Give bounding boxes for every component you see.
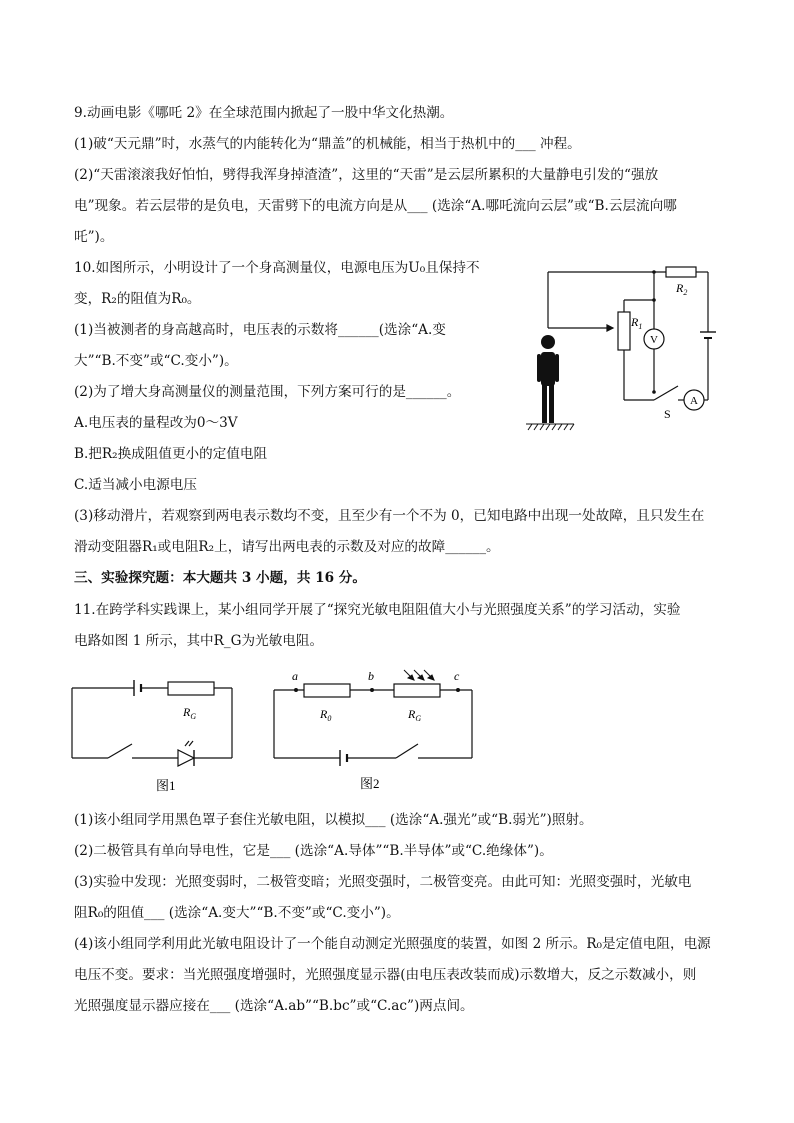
r0-label: $R_0$	[320, 707, 332, 723]
question-line: (2)为了增大身高测量仪的测量范围，下列方案可行的是______。	[74, 384, 461, 400]
label-c: c	[454, 669, 460, 683]
question-line: (3)实验中发现：光照变弱时，二极管变暗；光照变强时，二极管变亮。由此可知：光照变强时，光敏电	[74, 874, 692, 890]
section-heading: 三、实验探究题：本大题共 3 小题，共 16 分。	[74, 570, 366, 586]
r1-label: $R_1$	[631, 315, 643, 331]
question-line: (1)该小组同学用黑色罩子套住光敏电阻，以模拟___ (选涂“A.强光”或“B.弱光”)照射。	[74, 812, 593, 828]
question-line: 大”“B.不变”或“C.变小”)。	[74, 353, 238, 369]
question-line: 光照强度显示器应接在___ (选涂“A.ab”“B.bc”或“C.ac”)两点间。	[74, 998, 474, 1014]
switch-label: S	[664, 407, 671, 421]
question-line: (3)移动滑片，若观察到两电表示数均不变，且至少有一个不为 0，已知电路中出现一处故障，且只发生在	[74, 508, 705, 524]
question-line: 变，R₂的阻值为R₀。	[74, 291, 201, 307]
diode-icon	[178, 750, 194, 766]
question-line: 10.如图所示，小明设计了一个身高测量仪，电源电压为U₀且保持不	[74, 260, 480, 276]
photoresistor-rg-fig2	[394, 684, 440, 697]
figure-2-caption: 图2	[360, 776, 380, 791]
voltmeter-label: V	[650, 334, 658, 346]
question-line: 电”现象。若云层带的是负电，天雷劈下的电流方向是从___ (选涂“A.哪吒流向云层”或“B.云层流向哪	[74, 198, 677, 214]
question-line: 阻R₀的阻值___ (选涂“A.变大”“B.不变”或“C.变小”)。	[74, 905, 400, 921]
figure-1-circuit-diagram	[68, 676, 248, 796]
rg-label-fig2: $R_G$	[408, 707, 422, 723]
question-line: 电压不变。要求：当光照强度增强时，光照强度显示器(由电压表改装而成)示数增大，反之示数减小，则	[74, 967, 697, 983]
question-line: 11.在跨学科实践课上，某小组同学开展了“探究光敏电阻阻值大小与光照强度关系”的学习活动，实验	[74, 602, 681, 618]
node-c	[456, 688, 460, 692]
question-line: 吒”)。	[74, 229, 114, 245]
question-line: 9.动画电影《哪吒 2》在全球范围内掀起了一股中华文化热潮。	[74, 105, 454, 121]
question-line: (2)二极管具有单向导电性，它是___ (选涂“A.导体”“B.半导体”或“C.绝缘体”)。	[74, 843, 553, 859]
resistor-r0	[304, 684, 350, 697]
node-b	[370, 688, 374, 692]
r2-label: $R_2$	[676, 281, 688, 297]
person-figure	[537, 335, 559, 423]
question-line: 电路如图 1 所示，其中R_G为光敏电阻。	[74, 633, 324, 649]
question-line: (4)该小组同学利用此光敏电阻设计了一个能自动测定光照强度的装置，如图 2 所示。R₀是定值电阻，电源	[74, 936, 711, 952]
rg-label-fig1: $R_G$	[183, 705, 197, 721]
question-line: B.把R₂换成阻值更小的定值电阻	[74, 446, 268, 462]
r2-resistor	[666, 267, 696, 277]
figure-2-circuit-diagram	[268, 666, 478, 796]
question-line: (2)“天雷滚滚我好怕怕，劈得我浑身掉渣渣”，这里的“天雷”是云层所累积的大量静电引发的“强放	[74, 167, 659, 183]
height-meter-circuit-diagram	[518, 262, 728, 434]
question-line: C.适当减小电源电压	[74, 477, 197, 493]
ground-hatch	[526, 424, 574, 430]
question-line: (1)破“天元鼎”时，水蒸气的内能转化为“鼎盖”的机械能，相当于热机中的___ 冲程。	[74, 136, 581, 152]
question-line: 滑动变阻器R₁或电阻R₂上，请写出两电表的示数及对应的故障______。	[74, 539, 500, 555]
node-a	[294, 688, 298, 692]
question-line: (1)当被测者的身高越高时，电压表的示数将______(选涂“A.变	[74, 322, 446, 338]
ammeter-label: A	[690, 395, 698, 407]
question-line: A.电压表的量程改为0～3V	[74, 415, 238, 431]
figure-1-caption: 图1	[156, 778, 176, 793]
label-a: a	[292, 669, 298, 683]
light-arrows-icon	[404, 670, 434, 680]
label-b: b	[368, 669, 374, 683]
r1-rheostat	[618, 312, 630, 350]
photoresistor-rg	[168, 682, 214, 695]
